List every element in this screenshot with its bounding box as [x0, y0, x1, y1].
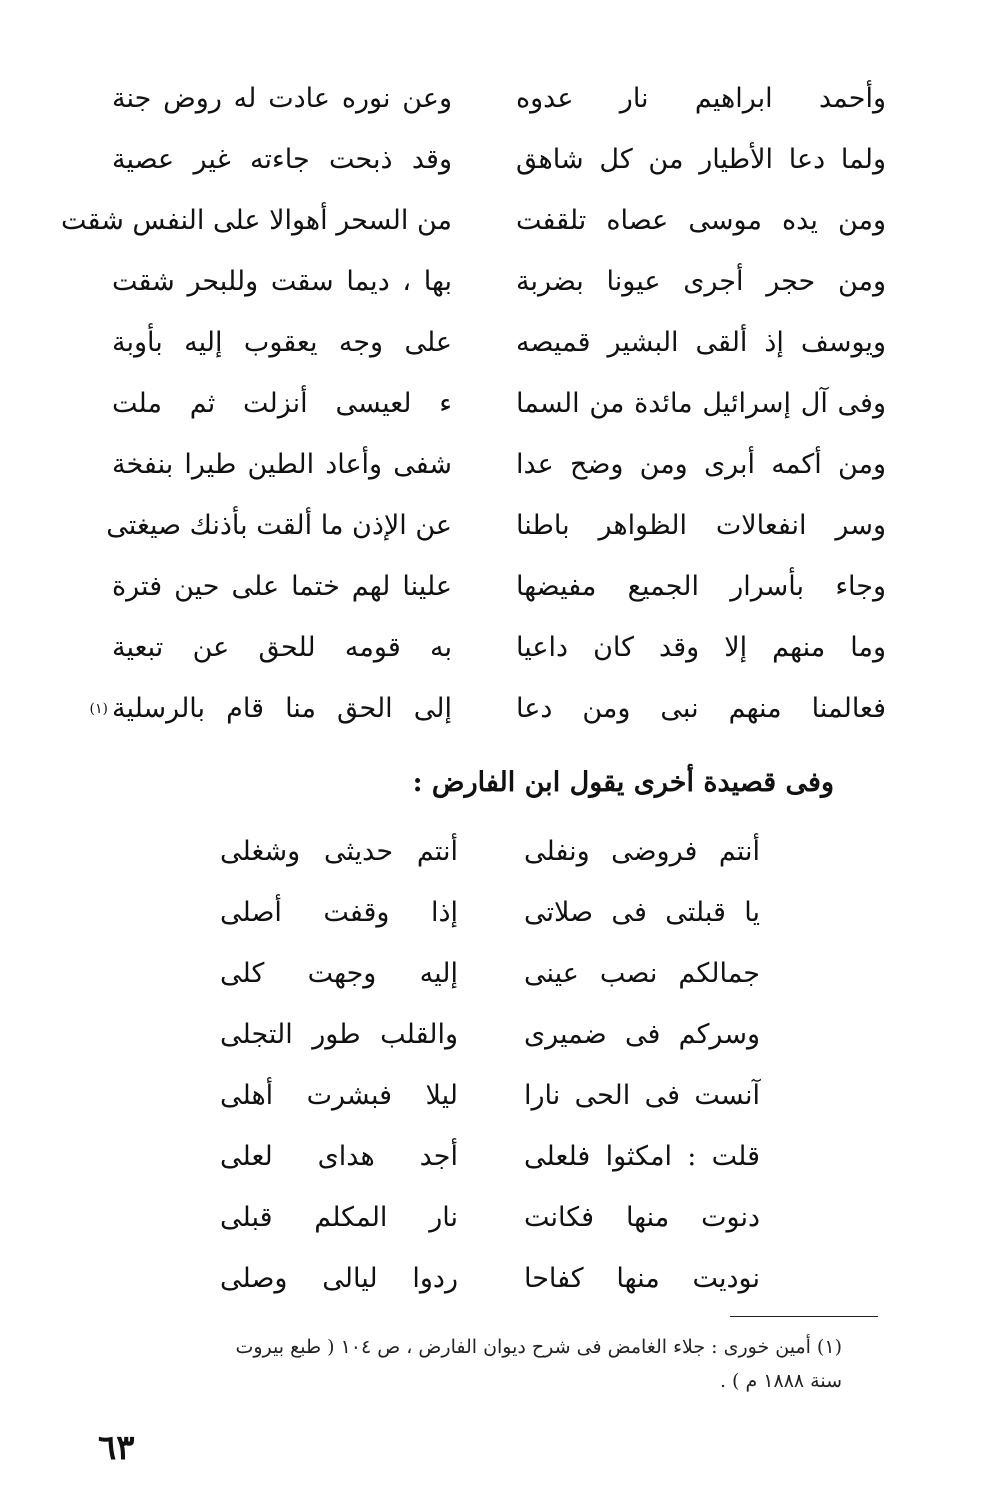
verse-line — [0, 70, 982, 128]
verse-line — [0, 884, 982, 942]
hemistich-left: ء لعيسى أنزلت ثم ملت — [112, 388, 452, 419]
hemistich-left: شفى وأعاد الطين طيرا بنفخة — [112, 449, 452, 480]
hemistich-left: إذا وقفت أصلى — [220, 897, 458, 928]
hemistich-left: والقلب طور التجلى — [220, 1019, 458, 1050]
hemistich-left: به قومه للحق عن تبعية — [112, 632, 452, 663]
verse-line — [0, 1067, 982, 1125]
verse-line — [0, 192, 982, 250]
hemistich-right: دنوت منها فكانت — [524, 1202, 760, 1233]
hemistich-left: ردوا ليالى وصلى — [220, 1263, 458, 1294]
hemistich-left: ليلا فبشرت أهلى — [220, 1080, 458, 1111]
hemistich-left: نار المكلم قبلى — [220, 1202, 458, 1233]
hemistich-right: أنتم فروضى ونفلى — [524, 836, 760, 867]
verse-line — [0, 680, 982, 738]
hemistich-right: آنست فى الحى نارا — [524, 1080, 760, 1111]
hemistich-right: قلت : امكثوا فلعلى — [524, 1141, 760, 1172]
hemistich-right: جمالكم نصب عينى — [524, 958, 760, 989]
footnote-divider — [730, 1316, 878, 1317]
hemistich-right: ومن أكمه أبرى ومن وضح عدا — [516, 449, 886, 480]
verse-line — [0, 375, 982, 433]
verse-line — [0, 1006, 982, 1064]
hemistich-left: أنتم حديثى وشغلى — [220, 836, 458, 867]
verse-line — [0, 497, 982, 555]
footnote-marker: (١) — [89, 701, 108, 717]
verse-line — [0, 253, 982, 311]
hemistich-right: وسركم فى ضميرى — [524, 1019, 760, 1050]
hemistich-right: نوديت منها كفاحا — [524, 1263, 760, 1294]
hemistich-right: يا قبلتى فى صلاتى — [524, 897, 760, 928]
verse-line — [0, 1128, 982, 1186]
hemistich-left: إليه وجهت كلى — [220, 958, 458, 989]
hemistich-right: ويوسف إذ ألقى البشير قميصه — [516, 327, 886, 358]
hemistich-right: وفى آل إسرائيل مائدة من السما — [516, 388, 886, 419]
hemistich-left: وقد ذبحت جاءته غير عصية — [112, 144, 452, 175]
hemistich-left: وعن نوره عادت له روض جنة — [112, 83, 452, 114]
hemistich-right: وأحمد ابراهيم نار عدوه — [516, 83, 886, 114]
hemistich-left: عن الإذن ما ألقت بأذنك صيغتى — [106, 510, 452, 541]
verse-line — [0, 823, 982, 881]
hemistich-right: وجاء بأسرار الجميع مفيضها — [516, 571, 886, 602]
verse-line — [0, 558, 982, 616]
hemistich-left: علينا لهم ختما على حين فترة — [112, 571, 452, 602]
hemistich-right: وسر انفعالات الظواهر باطنا — [516, 510, 886, 541]
verse-line — [0, 1250, 982, 1308]
hemistich-left: من السحر أهوالا على النفس شقت — [61, 205, 452, 236]
hemistich-right: ومن حجر أجرى عيونا بضربة — [516, 266, 886, 297]
hemistich-left: بها ، ديما سقت وللبحر شقت — [112, 266, 452, 297]
page-number: ٦٣ — [98, 1428, 135, 1468]
hemistich-left: على وجه يعقوب إليه بأوبة — [112, 327, 452, 358]
verse-line — [0, 131, 982, 189]
footnote-line-1: (١) أمين خورى : جلاء الغامض فى شرح ديوان الفارض ، ص ١٠٤ ( طبع بيروت — [235, 1336, 842, 1358]
hemistich-right: ولما دعا الأطيار من كل شاهق — [516, 144, 886, 175]
verse-line — [0, 619, 982, 677]
hemistich-right: فعالمنا منهم نبى ومن دعا — [516, 693, 886, 724]
hemistich-right: وما منهم إلا وقد كان داعيا — [516, 632, 886, 663]
verse-line — [0, 945, 982, 1003]
intro-text: وفى قصيدة أخرى يقول ابن الفارض : — [412, 767, 834, 798]
footnote-line-2: سنة ١٨٨٨ م ) . — [719, 1370, 842, 1392]
verse-line — [0, 314, 982, 372]
hemistich-right: ومن يده موسى عصاه تلقفت — [516, 205, 886, 236]
verse-line — [0, 436, 982, 494]
verse-line — [0, 1189, 982, 1247]
hemistich-left: أجد هداى لعلى — [220, 1141, 458, 1172]
footnote — [82, 1330, 842, 1398]
hemistich-left: إلى الحق منا قام بالرسلية — [112, 693, 452, 724]
